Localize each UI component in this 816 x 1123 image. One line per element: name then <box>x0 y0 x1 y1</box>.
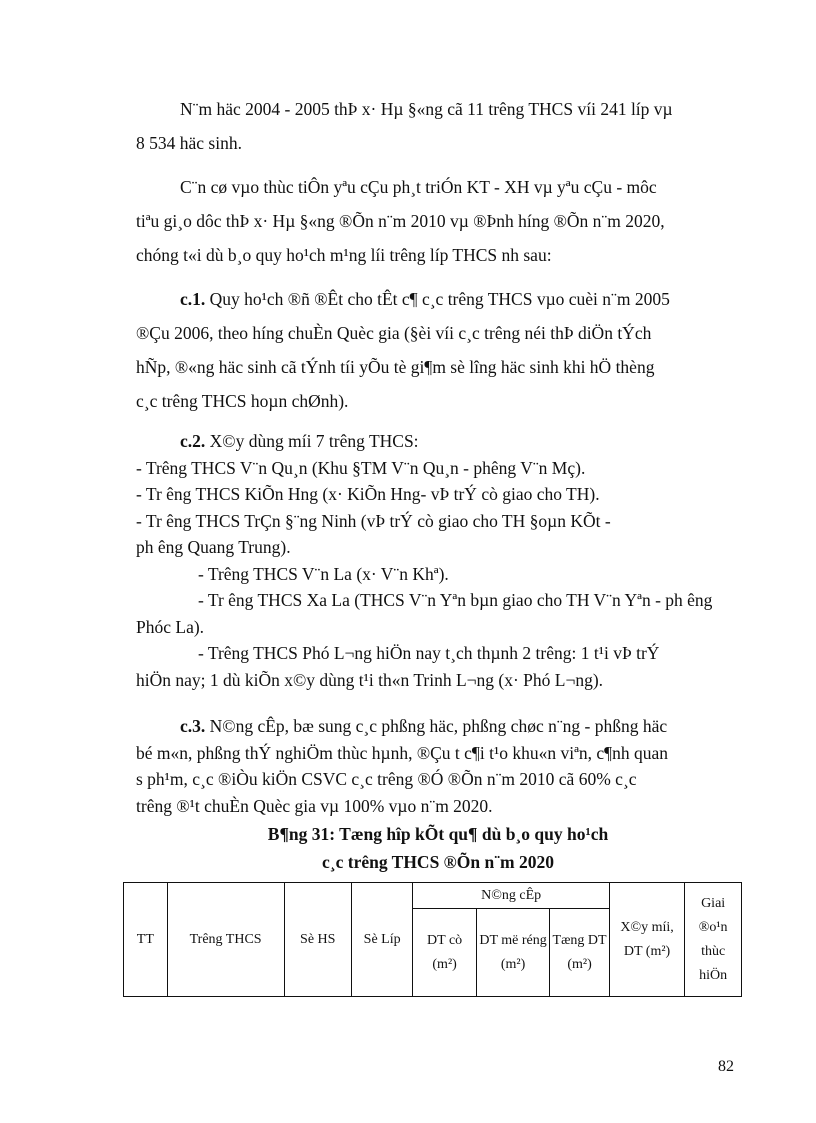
summary-table <box>123 882 742 997</box>
c2-heading-line <box>136 428 740 455</box>
c3-label: c.3. <box>180 716 206 736</box>
header-tong-dt: Tæng DT (m²) <box>550 909 610 997</box>
intro-paragraph <box>136 92 740 160</box>
header-so-lop: Sè Líp <box>351 883 412 997</box>
c1-line-4: c¸c trêng THCS hoµn chØnh). <box>136 391 349 411</box>
table-header-row-1 <box>124 883 742 909</box>
header-dt-mo-rong: DT më réng (m²) <box>476 909 549 997</box>
c2-item-6-cont: hiÖn nay; 1 dù kiÕn x©y dùng t¹i th«n Trinh L¬ng (x· Phó L¬ng). <box>136 669 604 690</box>
basis-line-3: chóng t«i dù b¸o quy ho¹ch m¹ng líi trêng líp THCS nh sau: <box>136 245 552 265</box>
c2-item-5-cont: Phóc La). <box>136 616 205 637</box>
header-tt: TT <box>124 883 168 997</box>
c2-item-4: - Trêng THCS V¨n La (x· V¨n Khª). <box>198 563 449 584</box>
c2-label: c.2. <box>180 431 206 451</box>
table-title-line-2: c¸c trêng THCS ®Õn n¨m 2020 <box>322 852 554 872</box>
c3-line-4: trêng ®¹t chuÈn Quèc gia vµ 100% vµo n¨m 2020. <box>136 795 493 816</box>
header-dt-cu: DT cò (m²) <box>413 909 477 997</box>
c2-item-1: - Trêng THCS V¨n Qu¸n (Khu §TM V¨n Qu¸n - phêng V¨n Mç). <box>136 457 586 478</box>
c2-item-2: - Tr êng THCS KiÕn Hng (x· KiÕn Hng- vÞ trÝ cò giao cho TH). <box>136 484 600 504</box>
intro-line-2: 8 534 häc sinh. <box>136 133 242 153</box>
c3-line-1 <box>136 713 740 740</box>
c1-label: c.1. <box>180 289 206 309</box>
c2-item-6: - Trêng THCS Phó L¬ng hiÖn nay t¸ch thµnh 2 trêng: 1 t¹i vÞ trÝ <box>198 643 660 663</box>
header-so-hs: Sè HS <box>284 883 351 997</box>
c2-heading: X©y dùng míi 7 trêng THCS: <box>205 431 419 451</box>
c1-line-2: ®Çu 2006, theo híng chuÈn Quèc gia (§èi víi c¸c trêng néi thÞ diÖn tÝch <box>136 323 652 343</box>
c1-line-1 <box>136 282 740 316</box>
c3-line-2: bé m«n, phßng thÝ nghiÖm thùc hµnh, ®Çu t c¶i t¹o khu«n viªn, c¶nh quan <box>136 742 668 763</box>
c2-item-5: - Tr êng THCS Xa La (THCS V¨n Yªn bµn giao cho TH V¨n Yªn - ph êng <box>198 590 713 610</box>
table-title <box>136 820 740 876</box>
basis-line-2: tiªu gi¸o dôc thÞ x· Hµ §«ng ®Õn n¨m 2010 vµ ®Þnh híng ®Õn n¨m 2020, <box>136 211 665 231</box>
c1-line-3: hÑp, ®«ng häc sinh cã tÝnh tíi yÕu tè gi¶m sè lîng häc sinh khi hÖ thèng <box>136 357 655 377</box>
basis-line-1: C¨n cø vµo thùc tiÔn yªu cÇu ph¸t triÓn KT - XH vµ yªu cÇu - môc <box>180 177 657 197</box>
c2-paragraph <box>136 428 740 693</box>
c3-paragraph <box>136 713 740 819</box>
table-title-line-1: B¶ng 31: Tæng hîp kÕt qu¶ dù b¸o quy ho¹ch <box>267 824 609 844</box>
intro-line-1: N¨m häc 2004 - 2005 thÞ x· Hµ §«ng cã 11 trêng THCS víi 241 líp vµ <box>180 99 673 119</box>
page-number: 82 <box>718 1058 734 1075</box>
basis-paragraph <box>136 170 740 272</box>
header-nang-cap: N©ng cÊp <box>413 883 610 909</box>
header-xay-moi: X©y míi, DT (m²) <box>609 883 684 997</box>
c1-paragraph <box>136 282 740 418</box>
c2-item-3-cont: ph êng Quang Trung). <box>136 537 291 557</box>
c3-line-3: s ph¹m, c¸c ®iÒu kiÖn CSVC c¸c trêng ®Ó ®Õn n¨m 2010 cã 60% c¸c <box>136 769 637 789</box>
header-giai-doan: Giai ®o¹n thùc hiÖn <box>685 883 742 997</box>
header-truong: Trêng THCS <box>167 883 284 997</box>
c3-text-1: N©ng cÊp, bæ sung c¸c phßng häc, phßng chøc n¨ng - phßng häc <box>205 716 668 736</box>
c2-item-3: - Tr êng THCS TrÇn §¨ng Ninh (vÞ trÝ cò giao cho TH §oµn KÕt - <box>136 510 611 531</box>
c1-text-1: Quy ho¹ch ®ñ ®Êt cho tÊt c¶ c¸c trêng THCS vµo cuèi n¨m 2005 <box>205 289 670 309</box>
